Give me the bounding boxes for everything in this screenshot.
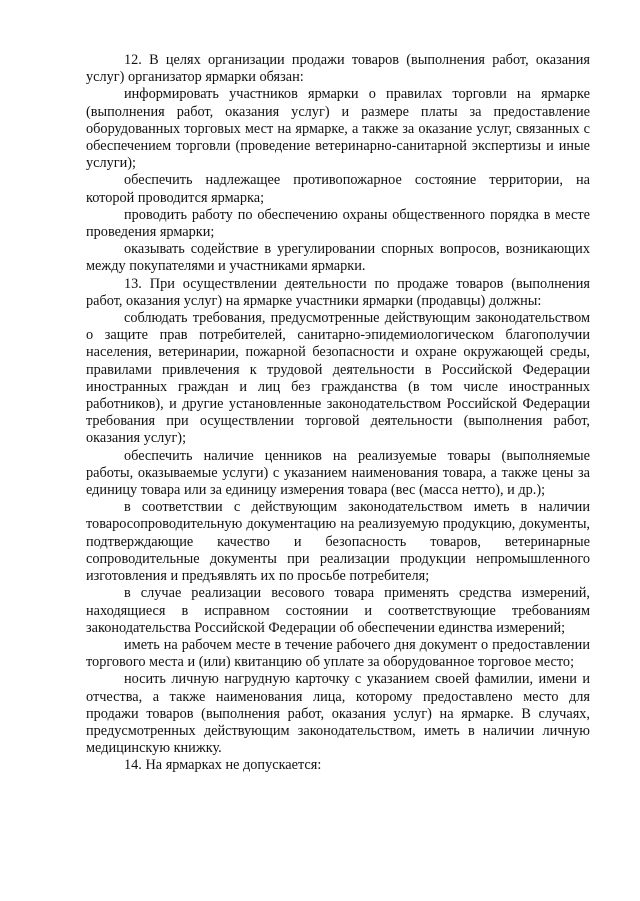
paragraph-12-heading: 12. В целях организации продажи товаров (выполнения работ, оказания услуг) организатор ярмарки обязан: bbox=[86, 52, 590, 86]
paragraph-14-heading: 14. На ярмарках не допускается: bbox=[124, 757, 322, 774]
paragraph-inform-participants: информировать участников ярмарки о правилах торговли на ярмарке (выполнения работ, оказания услуг) и размере платы за предоставление оборудованных торговых мест на ярмарке, а также за оказание услуг, связанных с обеспечением торговли (проведение ветеринарно-санитарной экспертизы и иные услуги); bbox=[86, 86, 590, 172]
paragraph-documentation: в соответствии с действующим законодательством иметь в наличии товаросопроводительную документацию на реализуемую продукцию, документы, подтверждающие качество и безопасность товаров, ветеринарные сопроводительные документы при реализации продукции непромышленного изготовления и предъявлять их по просьбе потребителя; bbox=[86, 499, 590, 585]
document-page bbox=[86, 52, 590, 775]
paragraph-workplace-document: иметь на рабочем месте в течение рабочего дня документ о предоставлении торгового места и (или) квитанцию об уплате за оборудованное торговое место; bbox=[86, 636, 590, 671]
paragraph-badge-medical-book: носить личную нагрудную карточку с указанием своей фамилии, имени и отчества, а также наименования лица, которому предоставлено место для продажи товаров (выполнения работ, оказания услуг) на ярмарке. В случаях, предусмотренных действующим законодательством, иметь в наличии личную медицинскую книжку. bbox=[86, 671, 590, 757]
paragraph-comply-requirements: соблюдать требования, предусмотренные действующим законодательством о защите прав потребителей, санитарно-эпидемиологическом благополучии населения, ветеринарии, пожарной безопасности и охране окружающей среды, правилами привлечения к трудовой деятельности в Российской Федерации иностранных граждан и лиц без гражданства (в том числе иностранных работников), и другие установленные законодательством Российской Федерации требования при осуществлении торговой деятельности (выполнения работ, оказания услуг); bbox=[86, 310, 590, 447]
paragraph-price-tags: обеспечить наличие ценников на реализуемые товары (выполняемые работы, оказываемые услуги) с указанием наименования товара, а также цены за единицу товара или за единицу измерения товара (вес (масса нетто), и др.); bbox=[86, 447, 590, 499]
paragraph-public-order: проводить работу по обеспечению охраны общественного порядка в месте проведения ярмарки; bbox=[86, 206, 590, 241]
paragraph-measuring-instruments: в случае реализации весового товара применять средства измерений, находящиеся в исправном состоянии и соответствующие требованиям законодательства Российской Федерации об обеспечении единства измерений; bbox=[86, 585, 590, 636]
paragraph-fire-safety: обеспечить надлежащее противопожарное состояние территории, на которой проводится ярмарка; bbox=[86, 172, 590, 206]
paragraph-dispute-resolution: оказывать содействие в урегулировании спорных вопросов, возникающих между покупателями и участниками ярмарки. bbox=[86, 241, 590, 275]
paragraph-13-heading: 13. При осуществлении деятельности по продаже товаров (выполнения работ, оказания услуг) на ярмарке участники ярмарки (продавцы) должны: bbox=[86, 275, 590, 309]
